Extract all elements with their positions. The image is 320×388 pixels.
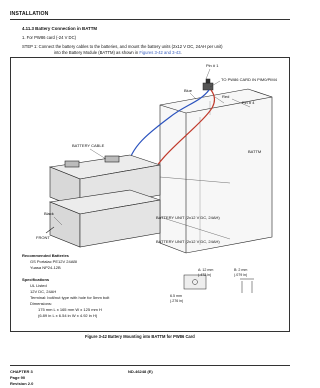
step-1-prefix: into the Battery Module (BATTM) as shown in bbox=[54, 50, 140, 55]
blue-label: Blue bbox=[184, 88, 193, 93]
step-intro: 1. For PW86 card (-24 V DC) bbox=[22, 35, 76, 40]
step-1-suffix: . bbox=[180, 50, 182, 55]
dim-a-inch: (.472 in) bbox=[198, 273, 212, 277]
figure-link[interactable]: Figures 3-42 and 3-43 bbox=[139, 50, 181, 55]
battery-cable-label: BATTERY CABLE bbox=[72, 143, 105, 148]
red-label: Red bbox=[222, 94, 230, 99]
step-1-text: STEP 1: Connect the battery cables to the batteries, and mount the battery units (2x12 V DC, 24AH per unit) bbox=[22, 44, 223, 49]
dim-c-label: 6.5 mm bbox=[170, 294, 182, 298]
black-label: Black bbox=[44, 211, 54, 216]
footer-rule bbox=[10, 365, 290, 366]
specs-line-4: Dimensions: bbox=[30, 301, 53, 306]
header-rule bbox=[10, 19, 290, 20]
specs-line-6: (6.89 in L x 6.54 in W x 4.92 in H) bbox=[38, 313, 98, 318]
specs-line-1: UL Listed bbox=[30, 283, 47, 288]
battery-unit-label-2: BATTERY UNIT (2x12 V DC, 24AH) bbox=[156, 239, 220, 244]
to-pw86-label: TO PW86 CARD IN PIM0/PIM4 bbox=[221, 77, 277, 82]
dim-c-inch: (.276 in) bbox=[170, 299, 184, 303]
pin1-label: Pin # 1 bbox=[206, 63, 219, 68]
dim-a-label: A: 12 mm bbox=[198, 268, 214, 272]
footer-doc-id: ND-46248 (E) bbox=[128, 369, 153, 374]
front-label: FRONT bbox=[36, 235, 50, 240]
battery-mounting-illustration bbox=[10, 57, 290, 332]
footer-page: Page 90 bbox=[10, 375, 26, 380]
battery-unit-label-1: BATTERY UNIT (2x12 V DC, 24AH) bbox=[156, 215, 220, 220]
specs-heading: Specifications bbox=[22, 277, 50, 282]
battm-label: BATTM bbox=[248, 149, 262, 154]
battm-cabinet bbox=[160, 89, 272, 253]
recommended-heading: Recommended Batteries bbox=[22, 253, 69, 258]
subsection-title: 4.11.3 Battery Connection in BATTM bbox=[22, 26, 98, 31]
dim-b-inch: (.079 in) bbox=[234, 273, 248, 277]
footer-chapter: CHAPTER 3 bbox=[10, 369, 33, 374]
footer-revision: Revision 2.0 bbox=[10, 381, 34, 386]
step-1-text-cont bbox=[54, 50, 182, 55]
dim-b-label: B: 2 mm bbox=[234, 268, 248, 272]
section-title: INSTALLATION bbox=[10, 11, 49, 17]
terminal-detail bbox=[184, 275, 254, 293]
specs-line-2: 12V DC, 24AH bbox=[30, 289, 57, 294]
specs-line-5: 175 mm L x 165 mm W x 125 mm H bbox=[38, 307, 102, 312]
specs-line-3: Terminal: bolt/nut type with hole for 5mm bolt bbox=[30, 295, 110, 300]
recommended-line-1: GS Portalac PE12V 24ABI bbox=[30, 259, 78, 264]
recommended-line-2: Yuasa NP24-12B bbox=[30, 265, 61, 270]
pin4-label: Pin # 4 bbox=[242, 100, 255, 105]
figure-caption: Figure 3-42 Battery Mounting into BATTM for PW86 Card bbox=[85, 334, 195, 339]
connector-block bbox=[203, 79, 213, 90]
